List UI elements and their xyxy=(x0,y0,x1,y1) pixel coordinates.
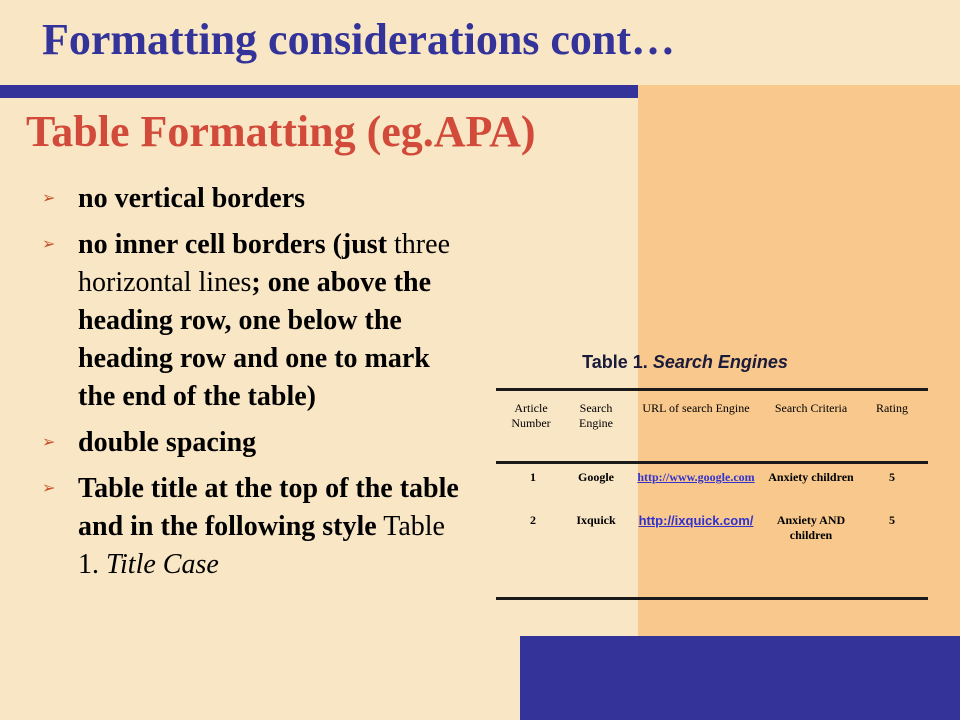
table-row xyxy=(496,507,928,599)
cell-rating: 5 xyxy=(889,470,895,484)
bullet-text-italic: Title Case xyxy=(106,549,219,580)
slide-title: Formatting considerations cont… xyxy=(42,15,676,64)
cell-search-engine: Ixquick xyxy=(576,512,616,527)
table-caption xyxy=(496,352,874,373)
cell-search-criteria: Anxiety children xyxy=(768,470,854,484)
header-url: URL of search Engine xyxy=(642,401,750,415)
bullet-item xyxy=(42,226,462,416)
cell-url xyxy=(626,507,766,599)
cell-article-number: 1 xyxy=(530,470,536,484)
bullet-text: no vertical borders xyxy=(78,183,306,214)
bullet-text-normal: Table 1. xyxy=(78,511,445,580)
cell-url xyxy=(626,463,766,507)
bullet-text: double spacing xyxy=(78,427,257,458)
google-link[interactable]: http://www.google.com xyxy=(637,470,755,484)
arrow-bullet-icon: ➢ xyxy=(42,236,56,253)
bullet-text-bold: ; one above the heading row, one below the heading row and one to mark the end of the table) xyxy=(78,267,432,412)
header-rating: Rating xyxy=(876,401,908,415)
cell-article-number: 2 xyxy=(530,512,536,527)
bullet-item xyxy=(42,470,462,584)
footer-block xyxy=(520,636,960,720)
arrow-bullet-icon: ➢ xyxy=(42,434,56,451)
cell-rating: 5 xyxy=(889,512,895,527)
table-caption-title: Search Engines xyxy=(652,352,788,372)
table-caption-prefix: Table 1. xyxy=(582,352,653,372)
bullet-item xyxy=(42,180,462,218)
bullet-text-normal: three horizontal lines xyxy=(78,229,450,298)
title-divider-bar xyxy=(0,85,638,98)
bullet-list xyxy=(42,180,462,592)
table-row xyxy=(496,463,928,507)
slide-subtitle: Table Formatting (eg.APA) xyxy=(26,107,536,156)
ixquick-link[interactable]: http://ixquick.com/ xyxy=(638,512,754,528)
bullet-item xyxy=(42,424,462,462)
bullet-text-bold: Table title at the top of the table and in the following style xyxy=(78,473,459,542)
arrow-bullet-icon: ➢ xyxy=(42,480,56,497)
bullet-text-bold: no inner cell borders (just xyxy=(78,229,388,260)
header-search-criteria: Search Criteria xyxy=(774,401,848,415)
arrow-bullet-icon: ➢ xyxy=(42,190,56,207)
table-header-row xyxy=(496,390,928,463)
search-engine-table xyxy=(496,388,928,600)
header-search-engine: Search Engine xyxy=(579,401,613,430)
header-article-number: Article Number xyxy=(511,401,551,430)
cell-search-criteria: Anxiety AND children xyxy=(776,512,846,542)
cell-search-engine: Google xyxy=(578,470,614,484)
